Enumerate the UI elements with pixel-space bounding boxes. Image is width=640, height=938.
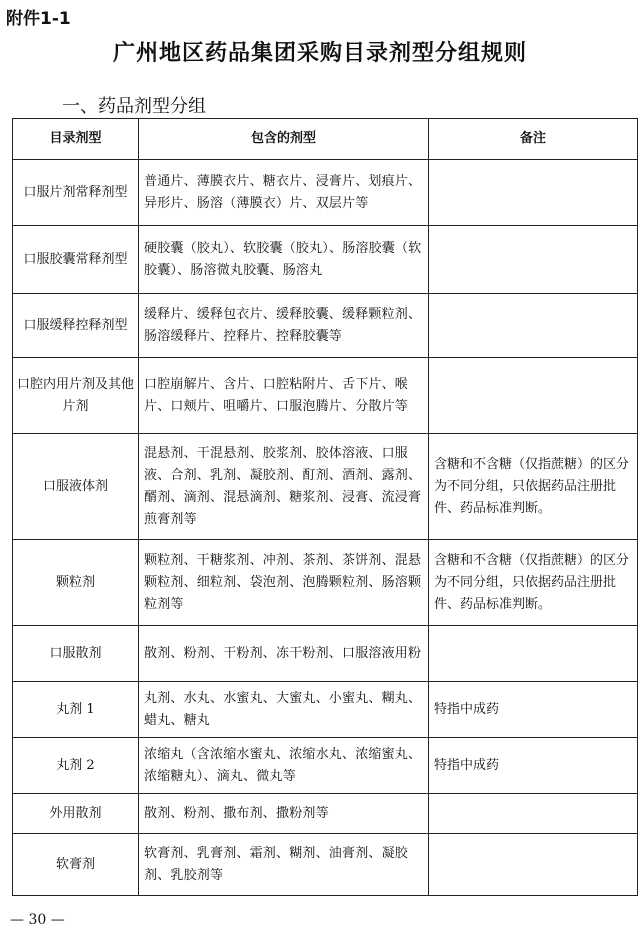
remark-cell (429, 358, 638, 434)
table-row (13, 294, 638, 358)
table-row (13, 626, 638, 682)
remark-cell (429, 226, 638, 294)
remark-cell (429, 794, 638, 834)
category-cell: 口腔内用片剂及其他片剂 (13, 358, 139, 434)
includes-cell: 混悬剂、干混悬剂、胶浆剂、胶体溶液、口服液、合剂、乳剂、凝胶剂、酊剂、酒剂、露剂、醑剂、滴剂、混悬滴剂、糖浆剂、浸膏、流浸膏煎膏剂等 (139, 434, 429, 540)
includes-cell: 硬胶囊（胶丸）、软胶囊（胶丸）、肠溶胶囊（软胶囊）、肠溶微丸胶囊、肠溶丸 (139, 226, 429, 294)
includes-cell: 散剂、粉剂、撒布剂、撒粉剂等 (139, 794, 429, 834)
remark-cell: 含糖和不含糖（仅指蔗糖）的区分为不同分组，只依据药品注册批件、药品标准判断。 (429, 540, 638, 626)
category-cell: 外用散剂 (13, 794, 139, 834)
includes-cell: 口腔崩解片、含片、口腔粘附片、舌下片、喉片、口颊片、咀嚼片、口服泡腾片、分散片等 (139, 358, 429, 434)
category-cell: 颗粒剂 (13, 540, 139, 626)
category-cell: 口服片剂常释剂型 (13, 160, 139, 226)
column-header-includes: 包含的剂型 (139, 119, 429, 160)
table-row (13, 540, 638, 626)
remark-cell: 特指中成药 (429, 682, 638, 738)
remark-cell (429, 294, 638, 358)
table-row (13, 358, 638, 434)
section-heading: 一、药品剂型分组 (62, 96, 206, 117)
page-number: — 30 — (10, 912, 65, 928)
table-row (13, 434, 638, 540)
includes-cell: 软膏剂、乳膏剂、霜剂、糊剂、油膏剂、凝胶剂、乳胶剂等 (139, 834, 429, 896)
category-cell: 丸剂 1 (13, 682, 139, 738)
category-cell: 软膏剂 (13, 834, 139, 896)
category-cell: 口服散剂 (13, 626, 139, 682)
table-row (13, 682, 638, 738)
remark-cell: 特指中成药 (429, 738, 638, 794)
column-header-remark: 备注 (429, 119, 638, 160)
remark-cell (429, 160, 638, 226)
page-title: 广州地区药品集团采购目录剂型分组规则 (112, 41, 527, 66)
includes-cell: 普通片、薄膜衣片、糖衣片、浸膏片、划痕片、异形片、肠溶（薄膜衣）片、双层片等 (139, 160, 429, 226)
includes-cell: 散剂、粉剂、干粉剂、冻干粉剂、口服溶液用粉 (139, 626, 429, 682)
table-row (13, 794, 638, 834)
table-row (13, 160, 638, 226)
table-row (13, 834, 638, 896)
includes-cell: 颗粒剂、干糖浆剂、冲剂、茶剂、茶饼剂、混悬颗粒剂、细粒剂、袋泡剂、泡腾颗粒剂、肠溶颗粒剂等 (139, 540, 429, 626)
table-header-row (13, 119, 638, 160)
remark-cell (429, 834, 638, 896)
table-row (13, 738, 638, 794)
includes-cell: 丸剂、水丸、水蜜丸、大蜜丸、小蜜丸、糊丸、蜡丸、糖丸 (139, 682, 429, 738)
column-header-category: 目录剂型 (13, 119, 139, 160)
category-cell: 口服胶囊常释剂型 (13, 226, 139, 294)
attachment-label: 附件1-1 (6, 9, 71, 29)
remark-cell (429, 626, 638, 682)
category-cell: 口服缓释控释剂型 (13, 294, 139, 358)
category-cell: 口服液体剂 (13, 434, 139, 540)
includes-cell: 浓缩丸（含浓缩水蜜丸、浓缩水丸、浓缩蜜丸、浓缩糖丸）、滴丸、微丸等 (139, 738, 429, 794)
table-row (13, 226, 638, 294)
includes-cell: 缓释片、缓释包衣片、缓释胶囊、缓释颗粒剂、肠溶缓释片、控释片、控释胶囊等 (139, 294, 429, 358)
remark-cell: 含糖和不含糖（仅指蔗糖）的区分为不同分组，只依据药品注册批件、药品标准判断。 (429, 434, 638, 540)
dosage-form-table (12, 118, 638, 896)
category-cell: 丸剂 2 (13, 738, 139, 794)
